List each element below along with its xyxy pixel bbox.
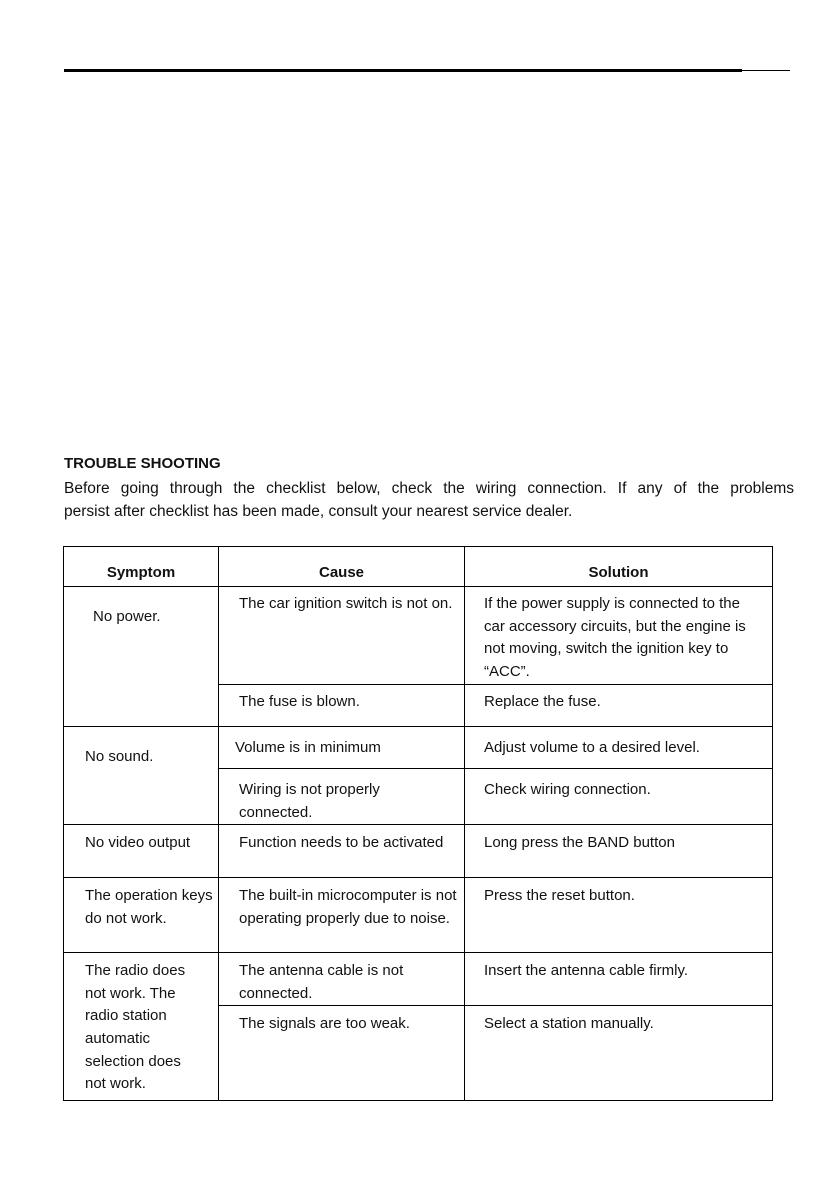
cause-cell [219, 769, 465, 825]
header-symptom: Symptom [64, 547, 219, 587]
cause-text: Volume is in minimum [235, 739, 381, 756]
solution-text: Long press the BAND button [484, 834, 675, 852]
solution-cell [465, 1006, 773, 1101]
cause-cell [219, 953, 465, 1006]
symptom-cell [64, 587, 219, 727]
solution-text: Adjust volume to a desired level. [484, 739, 700, 756]
cause-text: Function needs to be activated [239, 834, 444, 852]
cause-text: The fuse is blown. [239, 693, 360, 710]
cause-cell [219, 685, 465, 727]
solution-text: If the power supply is connected to the car accessory circuits, but the engine is not moving, switch the ignition key to “ACC”. [484, 595, 746, 680]
solution-text: Check wiring connection. [484, 781, 651, 798]
solution-text: Insert the antenna cable firmly. [484, 962, 688, 980]
symptom-text: The operation keys do not work. [85, 887, 213, 927]
intro-paragraph [64, 477, 794, 523]
table-row [64, 727, 773, 769]
cause-text: The built-in microcomputer is not operating properly due to noise. [239, 887, 457, 927]
symptom-cell [64, 727, 219, 825]
header-cause: Cause [219, 547, 465, 587]
symptom-text: No power. [93, 608, 161, 625]
cause-text: The car ignition switch is not on. [239, 595, 453, 612]
table-row [64, 825, 773, 878]
symptom-text: The radio does not work. The radio station automatic selection does not work. [85, 962, 186, 1093]
table-row [64, 878, 773, 953]
cause-cell [219, 1006, 465, 1101]
solution-cell [465, 953, 773, 1006]
intro-line-1: Before going through the checklist below, check the wiring connection. If any of the problems [64, 480, 794, 497]
intro-line-2: persist after checklist has been made, consult your nearest service dealer. [64, 503, 573, 520]
cause-cell [219, 587, 465, 685]
solution-text: Replace the fuse. [484, 693, 601, 710]
table-row [64, 953, 773, 1006]
solution-text: Select a station manually. [484, 1015, 654, 1033]
solution-cell [465, 825, 773, 878]
cause-cell [219, 825, 465, 878]
solution-cell [465, 769, 773, 825]
cause-text: The antenna cable is not connected. [239, 962, 404, 1002]
header-solution: Solution [465, 547, 773, 587]
cause-text: The signals are too weak. [239, 1015, 410, 1033]
header-rule-thin [742, 70, 790, 71]
solution-cell [465, 685, 773, 727]
table-header-row [64, 547, 773, 587]
header-rule [64, 69, 742, 72]
symptom-text: No sound. [85, 748, 154, 765]
symptom-cell [64, 878, 219, 953]
solution-cell [465, 727, 773, 769]
section-heading: TROUBLE SHOOTING [64, 455, 221, 472]
solution-text: Press the reset button. [484, 887, 635, 905]
symptom-cell [64, 953, 219, 1101]
symptom-text: No video output [85, 834, 191, 852]
cause-cell [219, 727, 465, 769]
solution-cell [465, 878, 773, 953]
troubleshooting-table [63, 546, 773, 1101]
cause-cell [219, 878, 465, 953]
solution-cell [465, 587, 773, 685]
symptom-cell [64, 825, 219, 878]
table-row [64, 587, 773, 685]
cause-text: Wiring is not properly connected. [239, 781, 380, 821]
